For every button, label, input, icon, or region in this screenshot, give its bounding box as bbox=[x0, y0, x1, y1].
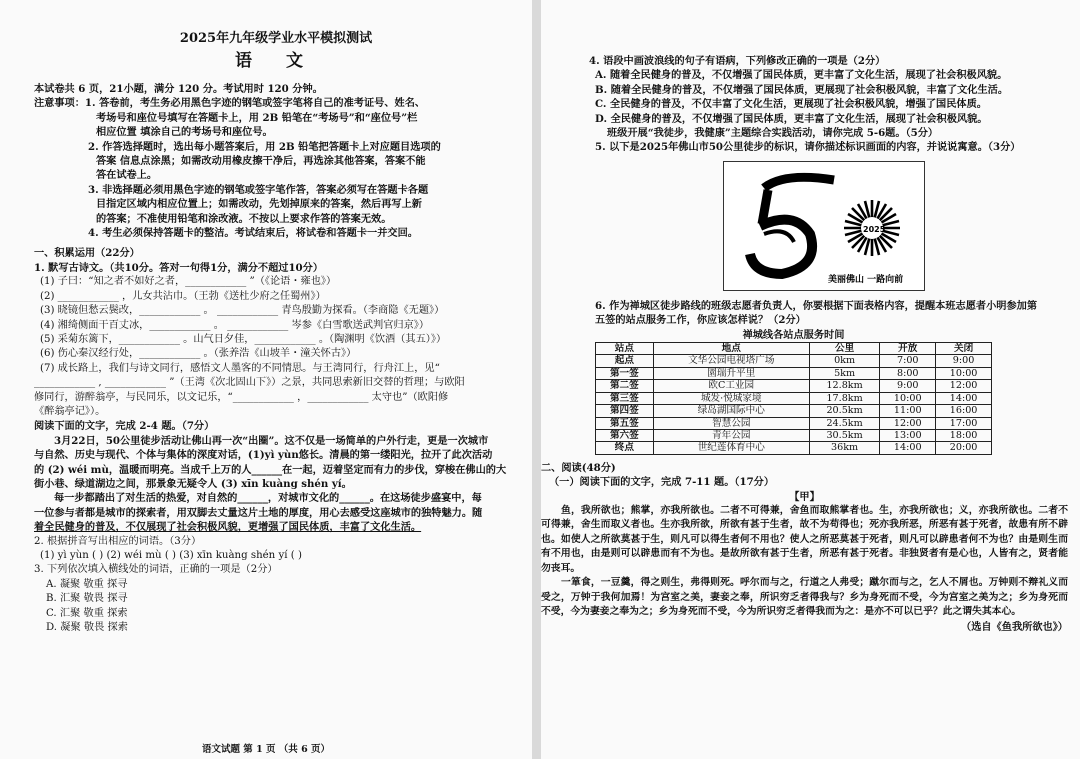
exam-page-2 bbox=[541, 0, 1080, 759]
q1-item: 《醉翁亭记》）。 bbox=[34, 405, 106, 417]
option-d: D. 全民健身的普及，不仅增强了国民体质，更丰富了文化生活，展现了社会积极风貌。 bbox=[595, 112, 988, 125]
cell: 13:00 bbox=[880, 429, 936, 441]
table-row bbox=[596, 442, 992, 454]
passage-line: 每一步都踏出了对生活的热爱，对自然的______，对城市文化的______。在这场徒步盛宴中，每 bbox=[54, 492, 482, 505]
cell: 17:00 bbox=[936, 417, 992, 429]
cell: 17.8km bbox=[809, 392, 880, 404]
question-1: 1. 默写古诗文。（共10分。答对一句得1分，满分不超过10分） bbox=[34, 261, 324, 274]
passage bbox=[34, 434, 518, 535]
cell: 12.8km bbox=[809, 380, 880, 392]
cell: 18:00 bbox=[936, 429, 992, 441]
col-header: 地点 bbox=[653, 343, 809, 355]
cell: 20:00 bbox=[936, 442, 992, 454]
cell: 10:00 bbox=[880, 392, 936, 404]
question-6: 6. 作为禅城区徒步路线的班级志愿者负责人，你要根据下面表格内容，提醒本班志愿者小明参加第 bbox=[595, 299, 1038, 312]
cell: 7:00 bbox=[880, 355, 936, 367]
passage-line: 的 (2) wéi mù，温暖而明亮。当成千上万的人______在一起，迈着坚定而有力的步伐，穿梭在佛山的大 bbox=[34, 463, 507, 476]
cell: 14:00 bbox=[880, 442, 936, 454]
option-c: C. 汇聚 敬重 探索 bbox=[46, 607, 128, 619]
logo-graphic bbox=[724, 162, 924, 290]
col-header: 站点 bbox=[596, 343, 654, 355]
question-3: 3. 下列依次填入横线处的词语，正确的一项是（2分） bbox=[34, 564, 278, 576]
notice-block bbox=[34, 96, 518, 240]
passage-line: 与自然、历史与现代、个体与集体的深度对话，(1)yì yùn悠长。清晨的第一缕阳光，拉开了此次活动 bbox=[34, 449, 493, 462]
notice-line: 的答案；不准使用铅笔和涂改液。不按以上要求作答的答案无效。 bbox=[96, 212, 392, 225]
notice-line: 考场号和座位号填写在答题卡上，用 2B 铅笔在“考场号”和“座位号”栏 bbox=[96, 111, 418, 124]
cell: 8:00 bbox=[880, 367, 936, 379]
cell: 14:00 bbox=[936, 392, 992, 404]
cell: 终点 bbox=[596, 442, 654, 454]
page-footer: 语文试题 第 1 页 （共 6 页） bbox=[201, 744, 331, 755]
question-5: 5. 以下是2025年佛山市50公里徒步的标识，请你描述标识画面的内容，并说说寓意。（3分） bbox=[595, 141, 1021, 154]
cell: 第四签 bbox=[596, 405, 654, 417]
cell: 绿岛湖国际中心 bbox=[653, 405, 809, 417]
notice-line: 注意事项：1. 答卷前，考生务必用黑色字迹的钢笔或签字笔将自己的准考证号、姓名、 bbox=[34, 97, 426, 110]
table-title: 禅城线各站点服务时间 bbox=[742, 328, 845, 341]
notice-line: 4. 考生必须保持答题卡的整洁。考试结束后，将试卷和答题卡一并交回。 bbox=[88, 227, 418, 240]
q4-options bbox=[595, 68, 1068, 126]
cell: 9:00 bbox=[880, 380, 936, 392]
q1-item: (6) 伤心秦汉经行处，____________ 。（张养浩《山坡羊・潼关怀古》） bbox=[40, 348, 357, 360]
exam-title: 2025年九年级学业水平模拟测试 bbox=[179, 31, 373, 46]
cell: 24.5km bbox=[809, 417, 880, 429]
table-row bbox=[596, 417, 992, 429]
cell: 智慧公园 bbox=[653, 417, 809, 429]
col-header: 关闭 bbox=[936, 343, 992, 355]
notice-line: 目指定区域内相应位置上；如需改动，先划掉原来的答案，然后再写上新 bbox=[96, 198, 422, 211]
cell: 園瑞升平里 bbox=[653, 367, 809, 379]
option-c: C. 全民健身的普及，不仅丰富了文化生活，更展现了社会积极风貌，增强了国民体质。 bbox=[595, 98, 987, 111]
reading-instruction: 阅读下面的文字，完成 2-4 题。（7分） bbox=[34, 420, 215, 433]
q1-item: (1) 子曰：“知之者不如好之者，____________ ”（《论语・雍也》） bbox=[40, 276, 337, 288]
cell: 第三签 bbox=[596, 392, 654, 404]
classic-paragraph-1: 鱼，我所欲也；熊掌，亦我所欲也。二者不可得兼，舍鱼而取熊掌者也。生，亦我所欲也；义，亦我所欲也。二者不可得兼，舍生而取义者也。生亦我所欲，所欲有甚于生者，故不为苟得也；死亦我所恶，所恶有甚于死者，故患有所不辟也。如使人之所欲莫甚于生，则凡可以得生者何不用也？使人之所恶莫甚于死者，则凡可以辟患者何不为也？由是则生而有不用也，由是则可以辟患而有不为也。是故所欲有甚于生者，所恶有甚于死者。非独贤者有是心也，人皆有之，贤者能勿丧耳。 bbox=[541, 504, 1068, 574]
cell: 12:00 bbox=[936, 380, 992, 392]
section-heading: 二、阅读(48分) bbox=[541, 461, 616, 474]
exam-intro: 本试卷共 6 页，21小题，满分 120 分。考试用时 120 分钟。 bbox=[34, 83, 323, 95]
schedule-table bbox=[595, 342, 992, 455]
notice-line: 答在试卷上。 bbox=[96, 169, 158, 182]
table-row bbox=[596, 405, 992, 417]
table-row bbox=[596, 355, 992, 367]
cell: 欧C工业园 bbox=[653, 380, 809, 392]
source-note: （选自《鱼我所欲也》） bbox=[961, 620, 1068, 633]
q1-item: (4) 湘绮侧面干百丈冰，____________ 。 ____________ 岑参《白雪歌送武判官归京》） bbox=[40, 319, 430, 331]
cell: 20.5km bbox=[809, 405, 880, 417]
cell: 文华公园电视塔广场 bbox=[653, 355, 809, 367]
notice-line: 3. 非选择题必须用黑色字迹的钢笔或签字笔作答，答案必须写在答题卡各题 bbox=[88, 183, 429, 196]
q1-item: 修同行，游醉翁亭，与民同乐，以文记乐，“____________ ，____________ 太守也”（欧阳修 bbox=[34, 391, 449, 403]
passage-line: 一位参与者都是城市的探索者，用双脚去丈量这片土地的厚度，用心去感受这座城市的独特魅力。随 bbox=[34, 506, 483, 519]
passage-line: 3月22日，50公里徒步活动让佛山再一次“出圈”。这不仅是一场简单的户外行走，更是一次城市 bbox=[54, 434, 489, 447]
cell: 30.5km bbox=[809, 429, 880, 441]
option-a: A. 随着全民健身的普及，不仅增强了国民体质，更丰富了文化生活，展现了社会积极风貌。 bbox=[595, 69, 1008, 82]
section-heading: 一、积累运用（22分） bbox=[34, 247, 140, 260]
cell: 世纪莲体育中心 bbox=[653, 442, 809, 454]
cell: 12:00 bbox=[880, 417, 936, 429]
exam-page-1 bbox=[0, 0, 532, 759]
table-row bbox=[596, 392, 992, 404]
q1-item: ____________ , ____________ ”（王湾《次北固山下》）之景，共同思索新旧交替的哲理；与欧阳 bbox=[34, 377, 465, 389]
cell: 5km bbox=[809, 367, 880, 379]
cell: 9:00 bbox=[936, 355, 992, 367]
q3-options bbox=[34, 578, 518, 636]
cell: 第二签 bbox=[596, 380, 654, 392]
cell: 16:00 bbox=[936, 405, 992, 417]
q2-blanks: (1) yì yùn ( ) (2) wéi mù ( ) (3) xīn kuàng shén yí ( ) bbox=[40, 550, 302, 561]
col-header: 开放 bbox=[880, 343, 936, 355]
q1-item: (5) 采菊东篱下，____________ 。山气日夕佳，____________ 。（陶渊明《饮酒（其五）》） bbox=[40, 333, 447, 345]
col-header: 公里 bbox=[809, 343, 880, 355]
cell: 0km bbox=[809, 355, 880, 367]
reading-instruction: （一）阅读下面的文字，完成 7-11 题。（17分） bbox=[549, 476, 775, 489]
activity-intro: 班级开展“我徒步，我健康”主题综合实践活动，请你完成 5-6题。（5分） bbox=[607, 127, 939, 140]
table-row bbox=[596, 429, 992, 441]
q1-item: (3) 晓镜但愁云鬓改，____________ 。 ____________ 青鸟殷勤为探看。（李商隐《无题》） bbox=[40, 305, 445, 317]
table-header-row bbox=[596, 343, 992, 355]
cell: 10:00 bbox=[936, 367, 992, 379]
question-6-cont: 五签的站点服务工作，你应该怎样说？（2分） bbox=[595, 314, 806, 327]
notice-line: 相应位置 填涂自己的考场号和座位号。 bbox=[96, 126, 273, 139]
passage-label: 【甲】 bbox=[789, 490, 820, 503]
notice-line: 2. 作答选择题时，选出每小题答案后，用 2B 铅笔把答题卡上对应题目选项的 bbox=[88, 140, 441, 153]
option-d: D. 凝聚 敬畏 探索 bbox=[46, 622, 128, 634]
table-row bbox=[596, 380, 992, 392]
table-row bbox=[596, 367, 992, 379]
cell: 起点 bbox=[596, 355, 654, 367]
classic-paragraph-2: 一箪食，一豆羹，得之则生，弗得则死。呼尔而与之，行道之人弗受；蹴尔而与之，乞人不屑也。万钟则不辩礼义而受之，万钟于我何加焉！为宫室之美，妻妾之奉，所识穷乏者得我与？乡为身死而不受，今为宫室之美为之；乡为身死而不受，今为妻妾之奉为之；乡为身死而不受，今为所识穷乏者得我而为之：是亦不可以已乎？此之谓失其本心。 bbox=[541, 577, 1068, 618]
q1-items bbox=[34, 275, 518, 419]
option-b: B. 汇聚 敬畏 探寻 bbox=[46, 593, 128, 605]
question-4: 4. 语段中画波浪线的句子有语病，下列修改正确的一项是（2分） bbox=[589, 55, 886, 67]
notice-line: 答案 信息点涂黑；如需改动用橡皮擦干净后，再选涂其他答案，答案不能 bbox=[96, 155, 426, 168]
question-2: 2. 根据拼音写出相应的词语。（3分） bbox=[34, 535, 202, 547]
cell: 第五签 bbox=[596, 417, 654, 429]
passage-line: 街小巷、绿道湖边之间，那景象无疑令人 (3) xīn kuàng shén yí。 bbox=[34, 477, 352, 490]
q1-item: (7) 成长路上，我们与诗文同行，感悟文人墨客的不同情思。与王湾同行，行舟江上，见“ bbox=[40, 362, 440, 374]
hiking-logo bbox=[723, 161, 925, 291]
cell: 11:00 bbox=[880, 405, 936, 417]
cell: 第六签 bbox=[596, 429, 654, 441]
cell: 青年公园 bbox=[653, 429, 809, 441]
logo-year: 2025 bbox=[863, 224, 886, 234]
cell: 第一签 bbox=[596, 367, 654, 379]
option-b: B. 随着全民健身的普及，不仅增强了国民体质，更展现了社会积极风貌，丰富了文化生活。 bbox=[595, 83, 1009, 96]
cell: 36km bbox=[809, 442, 880, 454]
passage-line-wavy: 着全民健身的普及，不仅展现了社会积极风貌，更增强了国民体质，丰富了文化生活。 bbox=[34, 521, 422, 534]
option-a: A. 凝聚 敬重 探寻 bbox=[46, 578, 128, 590]
logo-caption: 美丽佛山 一路向前 bbox=[828, 274, 904, 285]
q1-item: (2) ____________ ，儿女共沾巾。（王勃《送杜少府之任蜀州》） bbox=[40, 290, 326, 302]
subject-title: 语 文 bbox=[235, 51, 317, 71]
cell: 城发·悦城家境 bbox=[653, 392, 809, 404]
